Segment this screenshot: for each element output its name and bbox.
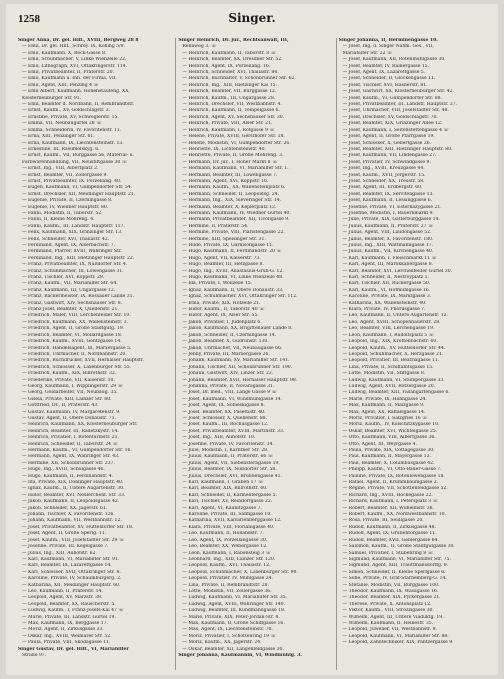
directory-entry: — Ernstine, Private, XV, Schweglerstr. 15. — [22, 114, 119, 120]
directory-entry: — Ida, Private, XIX, Döblinger Hauptstr. 40. — [22, 480, 124, 486]
directory-entry: — Robert, Beamter, XII, Wilhelmstr. 38. — [342, 505, 435, 511]
directory-entry: — Klara, Private, VIII, Florianigasse 40. — [182, 524, 275, 530]
directory-entry: — Oskar, Ing., XVIII, Weimarer Str. 52. — [22, 633, 112, 639]
directory-entry: — Julie, Private, XIX, Gatterburggasse 14. — [342, 217, 440, 223]
directory-entry: — Franz, Tischler, XVI, Koppstr. 29. — [22, 275, 105, 281]
directory-entry: — Leopold, Kaufm., XVI, Thaliastr. 12. — [182, 563, 271, 569]
directory-entry: — Hugo, Ing., XVIII, Schulgasse 46. — [22, 467, 105, 473]
directory-entry: — Josef, Kaufmann, I, Seitenstettengasse 4 ☏ — [342, 127, 450, 133]
directory-entry: — Oskar, Beamter, XVI, Wichtelgasse 25. — [342, 428, 438, 434]
directory-entry: — Fanni, II, Kleine Mohreng. 4. — [22, 217, 95, 223]
directory-entry: — Josefine, Modistin, I, Bauernmarkt 9. — [342, 210, 434, 216]
directory-entry: — Karl, Schneider, II, Karmelitergasse 5. — [182, 492, 277, 498]
directory-entry: — Hermine, XII, Schönbrunner Str. 237. — [22, 460, 115, 466]
directory-entry: — Hermann, Beamter, X, Keplerplatz 12. — [182, 204, 277, 210]
directory-entry: — Isidor, Kaufm., II, Taborstr. 40 ☏ — [182, 307, 265, 313]
page-title: Singer. — [228, 11, 276, 25]
directory-entry: — Friedrich, Kaufm., XVIII, Gentzgasse 14. — [22, 339, 122, 345]
directory-entry: — Julius, Ing., XIII, Wattmanngasse 17. — [342, 243, 434, 248]
directory-entry: — Hermann, Agent, XVI, Koppstr. 16. — [182, 178, 269, 184]
directory-entry: — Emil, Schuhmacher, V, Linke Wienzeile 22. — [22, 57, 127, 63]
directory-entry: — Philipp, Kaufm., VI, Otto-Bauer-Gasse 7. — [342, 467, 442, 473]
directory-entry: — Emma, Schneiderin, IV, Favoritenstr. 11. — [22, 127, 122, 133]
directory-entry: Farbwarenhandlung, VII, Neustiftgasse 30 ☏ — [22, 159, 128, 165]
directory-entry: — Emil, Dr. gel. Hilf., Schrey. IX, Kolling 5/9. — [22, 44, 125, 50]
directory-entry: — Hermann, Beamter, III, Löwengasse 7. — [182, 172, 278, 178]
directory-entry: — Julius, Agent, VIII, Laudongasse 52. — [342, 230, 432, 236]
directory-entry: — Ludwig, Agent, XVII, Rötzergasse 20. — [342, 383, 436, 389]
directory-entry: — Hermann, Kaufm., VI, Gumpendorfer Str. 16. — [22, 448, 132, 453]
directory-entry: — Josef, Kaufm., VI, Gumpendorfer Str. 88. — [342, 95, 442, 101]
directory-entry: — Ferdinand, Pfarrer, XVIII, Währinger Str. — [22, 249, 123, 255]
directory-entry: — Ludwig, Agent, XVIII, Währinger Str. 140. — [182, 601, 285, 607]
directory-entry: — Erna, Kaufmann, IX, Liechtensteinstr. 13. — [22, 140, 124, 146]
directory-entry: Rennweg 3. ☏ — [182, 44, 217, 50]
directory-entry: — Marie, Private, III, Landstr. Gürtel 19. — [22, 614, 116, 620]
directory-entry: — Heinrich, Buchhalter, V, Schönbrunner Str. 62. — [182, 76, 296, 82]
directory-entry-heading: Singer Johanna, II, Herminengasse 10. — [338, 38, 438, 43]
directory-entry: — Regine, Private, VII, Schottenfeldgasse 52. — [342, 486, 448, 492]
directory-entry: — Franz, Privatbeamter, IX, Nußdorfer Str. 4. — [22, 262, 128, 268]
directory-entry: — Heinrich, Drechsler, VII, Westbahnstr. 4. — [182, 102, 282, 108]
directory-entry: — Friedrich, Maler, VIII, Lerchenfelder Str. 10. — [22, 313, 131, 319]
directory-entry: — Ernst, Kaufm., XV, Goldschlagstr. 3. — [22, 108, 111, 114]
directory-entry: — Wilhelm, Agent, III, Untere Viaduktg. 19. — [342, 614, 444, 620]
directory-entry: — Hermine, II, Praterstr. 54. — [182, 223, 249, 229]
directory-entry: — Leonhard, Ing., XIII, Lainzer Str. 120. — [182, 556, 276, 562]
directory-entry: — Josef, Kaufmann, II, Lessinggasse 6. — [342, 198, 433, 204]
directory-entry: — Jakob, Uhrmacher, VII, Neubaugasse 66. — [182, 345, 283, 351]
directory-entry: — Katharina, XII, Meidlinger Hauptstr. 60. — [22, 582, 121, 588]
directory-entry: — Heinrich, Kaufmann, II, Tempelgasse 6. — [182, 108, 280, 114]
directory-entry: — Friedrich, Kaufmann, XX, Wallensteinstr. 3. — [22, 319, 129, 325]
directory-entry: — Josef, Ing., XIII, Auhofstr. 10. — [182, 435, 256, 441]
directory-entry: — Heinrich, Kaufmann, I, Rotgasse 9 ☏ — [182, 127, 275, 133]
entry-columns — [18, 38, 492, 670]
directory-entry: — Paula, Private, XIX, Cottagegasse 30. — [342, 448, 435, 453]
directory-entry: — Rosa, Private, III, Seidlgasse 20. — [342, 518, 424, 524]
directory-entry: — Hermine, Private, VIII, Piaristengasse 22. — [182, 230, 285, 236]
directory-entry: — Heinrich, Kaufmann, XX, Klosterneuburger Str. — [22, 422, 138, 428]
directory-entry: — Franz, Gastwirt, XIV, Sechshauser Str. 8. — [22, 300, 123, 306]
directory-entry: — Karl, Beamter, IX, Lazarettgasse 14. — [22, 563, 112, 569]
directory-entry: — Lina, Private, II, Schiffamtsgasse 15. — [342, 364, 434, 370]
directory-entry: — Max, Kaufmann, IX, Berggasse 17. — [22, 620, 108, 626]
directory-entry: — Karoline, Private, IV, Schaumburgerg. 2. — [22, 576, 122, 582]
directory-entry: — Sigmund, Kaufmann, VI, Mariahilfer Str. 75. — [342, 556, 451, 562]
directory-entry: — Ludwig, Kaufm., I, Franz-Josefs-Kai 47 ☏ — [22, 608, 125, 614]
directory-entry: — Jakob, Kaufmann, XX, Brigittenauer Lände 8. — [182, 326, 293, 332]
directory-entry: — Johann, Kaufmann, VII, Westbahnstr. 12. — [22, 518, 122, 524]
directory-entry: — Julius, Beamter, IX, Nußdorfer Str. 58. — [182, 467, 277, 473]
directory-entry: — Theodor, Beamter, XIX, Pyrkergasse 21. — [342, 595, 441, 601]
directory-entry: — Heinrich, Beamter, XX, Dresdner Str. 52. — [182, 57, 283, 63]
directory-entry: — Josef, Uhrmacher, VIII, Josefstädter Str. 48. — [342, 108, 449, 114]
directory-entry: Klosterneuburger Str. 91. — [22, 95, 82, 101]
directory-entry: — Emil, Agent, XIII, Penzing 4 ☏ — [22, 82, 100, 88]
directory-entry: — Julius, Kaufm., VII, Kirchengasse 40. — [342, 249, 434, 255]
directory-entry: — Friedrich, Uhrmacher, II, Nordbahnstr. 20. — [22, 351, 127, 357]
directory-entry: — Helene, Private, XVIII, Gersthofer Str. 18. — [182, 134, 285, 140]
directory-entry: — Felix, Schneider, XVI, Thaliastr. 42. — [22, 236, 110, 242]
directory-entry: — Karl, Kaufmann, VI, Mariahilfer Str. 91. — [22, 556, 120, 562]
directory-entry: — Leopold, Beamter, XX, Rauscherstr. 5. — [22, 601, 116, 607]
directory-entry: — Eugen, Kaufmann, VI, Gumpendorfer Str. 54. — [22, 185, 133, 191]
directory-entry: — Leon, Kaufmann, I, Rudolfsplatz 5 ☏ — [342, 332, 435, 338]
directory-entry: — Julius, Ing., XIII, Auhofstr. 62. — [22, 550, 97, 556]
directory-entry: — Salomon, Kaufm., II, Große Stadtgutgasse 30. — [342, 544, 455, 550]
directory-entry: — Josef, Kaufmann, XII, Rotenmühlgasse 30. — [342, 57, 446, 63]
directory-entry: — Georg, Kaufmann, I, Wipplingerstr. 29 ☏ — [22, 383, 124, 389]
directory-entry: — Emil, Kaufmann, X, Beck-Gasse 8. — [22, 50, 107, 56]
directory-entry: — Josef, Drechsler, XV, Goldschlagstr. 70. — [342, 114, 438, 120]
directory-entry: — Moriz, Agent, II, Zirkusgasse 33. — [22, 627, 104, 633]
directory-entry: — Josef, Privatbeamter, XV, Hütteldorfer Str. 18. — [22, 524, 134, 530]
directory-entry: — Hugo, Kaufmann, II, Ferdinandstr. 20 ☏ — [182, 249, 282, 255]
directory-entry: — Franz Josef, Beamter, X, Quellenstr. 21. — [22, 307, 119, 313]
directory-entry: — Josef, Beamter, IX, Servitengasse 13. — [342, 191, 434, 197]
directory-entry: — Johann, Tischler, XII, Schönbrunner Str. 190. — [182, 364, 293, 370]
directory-entry: — Hugo, Beamter, III, Hetzgasse 8. — [182, 262, 264, 268]
directory-entry: — Gisela, Private, XIII, Lainzer Str. 60. — [22, 396, 112, 402]
directory-entry: — Rudolf, Kaufmann, II, Zirkusgasse 48. — [342, 524, 436, 530]
directory-entry: — Helene, Modistin, VI, Gumpendorfer Str. 26. — [182, 140, 291, 146]
directory-entry: — Therese, Private, X, Antonsplatz 12. — [342, 601, 432, 607]
directory-entry: — Josef, Beamter, IV, Rainergasse 15. — [342, 63, 430, 69]
directory-entry: — Heinrich, Private, VIII, Alser Str. 21. — [182, 121, 273, 127]
directory-entry: — Klara, Private, IV, Phorusgasse 7. — [342, 307, 426, 313]
directory-entry: — Karl, Kaufmann, I, Graben 17 ☏ — [182, 480, 264, 486]
directory-entry-heading: Singer Johanna, Kaufmännin, VI, Windmühlg. 3. — [178, 653, 302, 658]
directory-entry: — Stefanie, Modistin, VII, Burggasse 100. — [342, 582, 440, 588]
directory-entry: — Heinrich, Schneider, II, Taborstr. 24 ☏ — [22, 441, 119, 447]
directory-entry: — Leo, Kaufmann, II, Hollandstr. 7. — [182, 531, 264, 537]
directory-entry: — Leopold, Kaufmann, VI, Mariahilfer Str. 88. — [342, 633, 449, 639]
directory-entry: — Viktor, Kaufm., VIII, Strozzigasse 30. — [342, 608, 434, 614]
directory-entry: — Josef, Agent, IX, Lazarettgasse 5. — [342, 70, 426, 76]
directory-entry: — Josef, Kaufmann, VI, Windmühlgasse 14. — [182, 396, 282, 402]
directory-entry: — Josef, Agent, II, Große Pfarrgasse 19. — [342, 134, 435, 140]
directory-entry: — Ernst, Ing., VIII, Albertplatz 2. — [22, 166, 99, 172]
page-header — [6, 4, 498, 32]
directory-entry: — Leo, Beamter, VIII, Lerchengasse 19. — [342, 326, 435, 332]
directory-entry: — Leo, Beamter, XX, Webergasse 12. — [182, 544, 268, 550]
directory-entry: — Josef, Kaufm., VIII, Josefstädter Str. 29 ☏ — [22, 537, 125, 543]
directory-entry: — Emil Albert, Kaufmann, Hohenstaufeng. XX, — [22, 89, 130, 95]
directory-entry: — Josef, Privatbeamter, XVIII, Martinstr. 33. — [182, 428, 285, 434]
directory-entry: — Erna, XIII, Penzinger Str. 61. — [22, 134, 95, 140]
directory-entry: — Josef, Beamter, XIII, Hietzinger Hauptstr. 80. — [342, 146, 453, 152]
directory-entry: — Karl, Beamter, XIX, Billrothstr. 60. — [182, 486, 268, 492]
directory-entry: — Gustav, Agent, II, Obere Donaustr. 71. — [22, 415, 116, 421]
directory-entry: — Julius, Beamter, X, Favoritenstr. 180. — [342, 236, 434, 242]
directory-entry: — Leo, Kaufmann, II, Praterstr. 14. — [22, 588, 103, 594]
directory-entry: — Ernst, Kaufm., VII, Burggasse 56, Material- u. — [22, 153, 135, 159]
directory-entry: — Lina, Private, II, Rembrandtstr. 28. — [182, 582, 270, 588]
directory-entry: — Karl, Kaufm., VI, Hofmühlgasse 16. — [342, 287, 431, 293]
directory-entry: — Fanni, Modistin, II, Taborstr. 52. — [22, 210, 103, 216]
directory-entry: — Johann, Kaufmann, XV, Mariahilfer Str. 141. — [182, 358, 290, 364]
directory-entry: — Franz, Schuhmacher, III, Löwengasse 31. — [22, 268, 124, 274]
directory-entry: — Katharina, XVII, Kalvarienberggasse 12. — [182, 518, 282, 524]
directory-entry: — Josef, Kaufm., XVII, Jörgerstr. 15. — [342, 172, 426, 178]
directory-entry: — Hugo, Agent, VII, Kaiserstr. 73. — [182, 255, 261, 261]
directory-entry: — Isidor, Agent, IX, Alser Str. 55. — [182, 313, 259, 319]
directory-entry: — Ernst, Drechsler, XII, Meidlinger Hauptstr. 21. — [22, 191, 136, 197]
directory-entry: — Josef, Kaufmann, VII, Lindengasse 27. — [342, 153, 437, 159]
directory-entry: — Max, Kaufmann, II, Große Schiffgasse 16. — [182, 620, 285, 626]
directory-entry: — Johanna, Private, II, Novaragasse 31. — [182, 383, 275, 389]
directory-entry: — Josefine, Private, IV, Favoritenstr. 34. — [182, 441, 274, 447]
directory-entry: — Josef, Agent, IX, Sobieskigasse 8. — [182, 403, 265, 409]
directory-entry: — Paul, Kaufmann, II, Mayergasse 13. — [342, 454, 431, 460]
directory-entry: — Jakob, Schneider, XX, Jägerstr. 61. — [22, 505, 108, 511]
directory-entry: — Sofie, Private, IV, Graf-Starhemberg-G. 14. — [342, 576, 447, 582]
directory-entry: — Josef, Privatbeamter, III, Landstr. Hauptstr. 37. — [342, 102, 458, 108]
directory-entry: — Paul, Beamter, X, Columbusgasse 42. — [342, 460, 435, 466]
column-2 — [175, 38, 331, 670]
directory-entry: — Karl, Schlosser, XVII, Ottakringer Str. 8. — [22, 569, 121, 575]
directory-entry: — Ernst, Beamter, VII, Zollergasse 9. — [22, 172, 108, 178]
directory-entry: — Hermann, Kaufmann, IV, Wiedner Gürtel 40. — [182, 210, 291, 216]
directory-entry: — Josef, Schlosser, X, Gellertgasse 26. — [342, 140, 432, 146]
directory-entry: — Hermine, XIII, Speisinger Str. 31. — [182, 236, 266, 242]
directory-entry: — Josef, Tischler, XVI, Hasnerstr. 81. — [342, 82, 428, 88]
directory-entry: — Hermann, Ing., XIX, Sieveringer Str. 14. — [182, 198, 282, 204]
directory-entry: — Karoline, Private, IX, Marktgasse 3. — [342, 294, 432, 300]
directory-entry: — Ernst, Privatbeamter, IX, Porzellang. 40. — [22, 178, 122, 184]
directory-entry: — Josef, Agent, III, Erdbergstr. 60. — [342, 185, 423, 191]
directory-entry: — Hugo, Kaufmann, VI, Linke Wienzeile 48. — [182, 275, 284, 281]
directory-entry: — Lotte, Modistin, VII, Stiftgasse 8. — [342, 371, 426, 377]
directory-page — [6, 4, 498, 675]
directory-entry: — Josef, Ing. d. Singer Nähm. Ges., VII, — [342, 44, 434, 50]
directory-entry: — Eugenie, Private, II, Czerningasse 8. — [22, 198, 113, 204]
directory-entry: — Friedrich, Kaufm., XIX, Billrothstr. 32. — [22, 371, 117, 377]
directory-entry: — Eugenie, IV, Wiedner Hauptstr. 80. — [22, 204, 109, 210]
directory-entry: — Hermann, Agent, IX, Währinger Str. 43. — [22, 454, 120, 460]
directory-entry-heading: Singer Gustav, Dr. gel. Hilf., VI, Mariahilfer — [18, 646, 129, 652]
directory-entry: — Ignaz, Schuhmacher, XVI, Ottakringer Str. 112. — [182, 294, 298, 300]
directory-entry: — Theodor, Kaufmann, IX, Wasagasse 16. — [342, 588, 439, 594]
directory-entry: — Fanni, Kaufm., III, Landstr. Hauptstr. 117. — [22, 223, 125, 229]
column-1 — [18, 38, 171, 670]
directory-entry: — Hermann, Kaufm., XX, Wallensteinplatz 6. — [182, 185, 286, 191]
directory-entry: — Leopold, Kaufm., XV, Hütteldorfer Str. 44. — [342, 345, 446, 351]
directory-entry: — Ludwig, Kaufmann, VI, Mariahilfer Str. 35. — [182, 595, 288, 601]
directory-entry: — Leopold, Privatier, IV, Mühlgasse 24. — [182, 576, 273, 582]
directory-entry: — Karl, Beamter, XVI, Lerchenfelder Gürtel 30. — [342, 268, 453, 274]
directory-entry: — Max, Kaufmann, II, Malzgasse 9. — [342, 403, 425, 409]
directory-entry: — Friedrich, Beamter, VI, Mollardgasse 18. — [22, 332, 123, 338]
directory-entry: — Josef, Dr. med., VIII, Lange Gasse 9 ☏ — [182, 390, 278, 396]
directory-entry: — Heinrich, Privatier, I, Rotenturmstr. 21. — [22, 435, 120, 441]
directory-entry: Straße 97. — [22, 653, 47, 658]
directory-entry: — Jenny, Private, III, Marxergasse 26. — [182, 351, 270, 357]
directory-entry: — Henriette, IX, Lichtensteinstr. 40. — [182, 146, 266, 152]
directory-entry: — Moriz, Kaufm., IV, Kolschitzkygasse 10. — [342, 422, 440, 428]
directory-entry: — Karl, Schneider, II, Nestroyplatz 1. — [342, 275, 429, 281]
directory-entry: — Leopold, Juwelier, VII, Westbahnstr. 9. — [342, 627, 437, 633]
directory-entry: — Pauline, Private, IX, Rotenlöwengasse 18. — [342, 473, 445, 479]
directory-entry: — Julie, Modistin, I, Kärntner Str. 28. — [182, 448, 269, 453]
directory-entry: — Sigmund, Agent, XIII, Trauttmansdorffg. 9. — [342, 563, 449, 569]
page-number: 1258 — [18, 13, 40, 25]
directory-entry: — Hermann, Schneider, II, Leopoldsg. 24. — [182, 191, 280, 197]
directory-entry: — Heinrich, Agent, XV, Sechshauser Str. 30. — [182, 114, 285, 120]
directory-entry: — Marie, Private, XIX, Peter-Jordan-Str. 8. — [182, 614, 280, 620]
directory-entry: — Ferdinand, Agent, IX, Alserbachstr. 7. — [22, 243, 116, 248]
directory-entry: — Karl, Kaufmann, I, Fleischmarkt 11 ☏ — [342, 255, 438, 261]
directory-entry: — Hermann, Dr. jur., I, Hoher Markt 8 ☏ — [182, 159, 278, 165]
directory-entry: — Henriette, Private, II, Große Mohreng. 3. — [182, 153, 284, 159]
directory-entry: — Julius, Agent, VII, Siebensterngasse 19. — [182, 460, 280, 466]
column-3 — [336, 38, 492, 670]
directory-entry: — Josef, Beamter, XIX, Grinzinger Allee 12. — [342, 121, 443, 127]
directory-entry: — Isidor, Beamter, XVI, Neulerchenf. Str. 33. — [22, 492, 126, 498]
directory-entry: — Johann, Beamter, XVII, Hernalser Hauptstr. 98. — [182, 377, 298, 383]
directory-entry: — Ignaz, Kaufmann, II, Obere Donaustr. 33. — [182, 287, 284, 293]
directory-entry: — Gustav, Kaufmann, IV, Margaretenstr. 9. — [22, 409, 121, 415]
directory-entry: — Ludwig, Kaufmann, VI, Stumpergasse 33. — [342, 377, 445, 383]
directory-entry: — Hilde, Private, IX, Garnisongasse 11. — [182, 243, 274, 248]
directory-entry: — Leo, Agent, IX, Porzellangasse 30. — [182, 537, 268, 543]
directory-entry: — Otto, Agent, III, Weyrgasse 4. — [342, 441, 417, 447]
directory-entry: — Oskar, Beamter, XII, Längenfeldgasse 30. — [182, 646, 284, 652]
directory-entry: — Lotte, Modistin, VII, Zollergasse 36. — [182, 588, 272, 594]
directory-entry: — Friedrich, Schlosser, X, Laxenburger Str. 55. — [22, 364, 132, 370]
directory-entry: — Ignaz, Kaufm., II, Untere Augartenstr. 30. — [22, 486, 125, 492]
directory-entry: — Max, Agent, XX, Raffaelgasse 14. — [342, 409, 426, 415]
directory-entry: — Emil, Kaufmann u. Inh. der Firma, VII. — [22, 76, 118, 82]
directory-entry: — Ludwig, Beamter, XIII, Fasangartengasse 6. — [342, 390, 450, 396]
directory-entry: — Richard, Ing., XVIII, Hockegasse 22. — [342, 492, 433, 498]
directory-entry: — Felix, Kaufmann, XIX, Grinzinger Str. 13. — [22, 230, 123, 236]
directory-entry: — Heinrich, Kaufm., III, Ungargasse 28. — [182, 95, 276, 101]
directory-entry: — Emil, Privatbeamter, II, Praterstr. 20. — [22, 70, 114, 76]
directory-entry: Mariahilfer Str. 22 ☏ — [342, 50, 393, 56]
directory-entry: — Moriz, Kaufm., XX, Jägerstr. 24. — [182, 640, 262, 646]
directory-entry: — Heinrich, Kaufmann, II, Taborstr. 8 ☏ — [182, 50, 277, 56]
directory-entry: — Karl, Tischler, XII, Ruckergasse 50. — [342, 281, 431, 287]
directory-entry: — Jakob, Privatier, I, Judenplatz 6. — [182, 319, 262, 325]
directory-entry: — Friedrich, Handelsagent, III, Marxergasse 5. — [22, 345, 132, 351]
directory-entry: — Franz, Bäckermeister, IX, Rossauer Lände 31. — [22, 294, 134, 300]
directory-entry: — Irma, Private, XIX, Hofzeile 21. — [182, 300, 261, 306]
directory-entry: — Emil, Lithograph, XVI, Ottakringerstr. 114. — [22, 63, 128, 69]
directory-entry: — Leopold, Schuhmacher, X, Laxenburger Str. 90. — [182, 569, 298, 575]
directory-entry: — Josef, Privatier, IV, Schwindgasse 9. — [342, 159, 431, 165]
directory-entry: — Ferdinand, Ing., XIII, Hietzinger Hauptstr. 22. — [22, 255, 135, 261]
directory-entry: — Josef, Schneider, XX, Treustr. 58. — [342, 178, 425, 184]
directory-entry: — Emma, VII, Neubaugürtel 28 ☏ — [22, 121, 102, 127]
directory-entry: — Jakob, Schneider, II, Czerningasse 14. — [182, 332, 277, 338]
directory-entry: — Josef, Kaufm., III, Rochusgasse 12. — [182, 422, 269, 428]
directory-entry: — Moriz, Privatier, I, Salzgries 16 ☏ — [342, 415, 428, 421]
directory-entry: — Leopold, Agent, XV, Märzstr. 38. — [22, 595, 103, 601]
directory-entry: — Rudolf, Beamter, XVII, Geblergasse 64. — [342, 537, 439, 543]
directory-entry: — Gottfried, Dr., II, Praterstr. 43. — [22, 403, 99, 409]
directory-entry: — Franz, Kaufmann, III, Ungargasse 12. — [22, 287, 116, 293]
directory-entry: — Josef, Schneider, II, Glockengasse 11. — [342, 76, 436, 82]
directory-entry: — Leo, Agent, XVIII, Schopenhauerstr. 28. — [342, 319, 441, 325]
directory-entry-heading: Singer Anna, Dr. gel. Hilf., XVIII, Bergweg 28 8 — [18, 38, 139, 43]
directory-entry: — Moriz, Privatier, I, Schottenring 19 ☏ — [182, 633, 277, 639]
directory-entry: — Leopold, Privatier, III, Beatrixgasse 11. — [342, 358, 440, 364]
directory-entry: — Karoline, Private, III, Salmgasse 10. — [182, 512, 272, 518]
directory-entry: — Karl, Agent, III, Marokkanergasse 8. — [342, 262, 434, 268]
directory-entry: — Ernestine, III, Rasumofskyg. 6. — [22, 146, 100, 152]
directory-entry: — Rafael, Agent, II, Krummbaumgasse 2. — [342, 480, 439, 486]
directory-entry: — Marie, Private, IX, Hahngasse 24. — [342, 396, 427, 402]
directory-entry: — Julius, Drechsler, XVI, Brunnengasse 41. — [182, 473, 282, 479]
directory-entry: — Leopold, Ing., XIX, Krottenbachstr. 60. — [342, 339, 438, 345]
directory-entry: — Otto, Kaufmann, VIII, Albertgasse 36. — [342, 435, 436, 441]
directory-entry: — Franz, Kaufm., VII, Mariahilfer Str. 64. — [22, 281, 118, 287]
directory-entry: — Josef, Ing., XVIII, Kreuzgasse 44. — [342, 166, 425, 172]
directory-entry: — Heinrich, Ing., XIII, Hietzinger Kai 15. — [182, 82, 278, 88]
directory-entry-heading: Singer Heinrich, Dr. jur., Rechtsanwalt, III, — [178, 38, 289, 43]
directory-entry: — Robert, Kaufm., XX, Nordwestbahnstr. 10. — [342, 512, 447, 518]
directory-entry: — Karl, Agent, VI, Kaunitzgasse 7. — [182, 505, 262, 511]
directory-entry: — Samuel, Privatier, I, Stubenring 8 ☏ — [342, 550, 434, 556]
directory-entry: — Leon, Kaufmann, I, Rabensteig 3 ☏ — [182, 550, 272, 556]
directory-entry: — Friedrich, Agent, II, Große Stadtgutg. 19. — [22, 326, 125, 332]
directory-entry: — Heinrich, Beamter, III, Radetzkystr. 14. — [22, 428, 119, 434]
directory-entry: — Josef, Schlosser, X, Quellenstr. 88. — [182, 415, 267, 421]
directory-entry: — Josef, Beamter, XX, Pasettistr. 40. — [182, 409, 266, 415]
directory-entry: — Hugo, Ing., XVIII, Anastasius-Grün-G. 12. — [182, 268, 284, 274]
directory-entry: — Ida, Private, I, Wollzeile 15. — [182, 281, 253, 287]
directory-entry: — Rudolf, Agent, IX, Grünentorgasse 11. — [342, 531, 437, 537]
directory-entry: — Wilhelm, Kaufmann, II, Heinestr. 35. — [342, 620, 434, 626]
directory-entry: — Richard, Kaufmann, I, Petersplatz 3 ☏ — [342, 499, 439, 505]
directory-entry: — Katharina, XX, Wallensteinstr. 40. — [342, 300, 427, 306]
directory-entry: — Julius, Kaufmann, II, Praterstr. 66 ☏ — [182, 454, 274, 460]
directory-entry: — Josef, Agent, II, Große Sperlg. 11. — [22, 531, 107, 537]
directory-entry: — Leopold, Schuhmacher, X, Herzgasse 21. — [342, 351, 444, 357]
directory-entry: — Jakob, Kaufmann, II, Leopoldsgasse 42. — [22, 499, 120, 505]
directory-entry: — Emil, Beamter d. Nordbahn, II, Rembrandtstr. — [22, 102, 135, 108]
directory-entry: — Hermann, Privatbeamter, XII, Tivoligasse 9. — [182, 217, 290, 223]
directory-entry: — Georg, Goldarbeiter, VII, Neubaug. 35. — [22, 390, 118, 396]
directory-entry: — Heinrich, Agent, IX, Porzellang. 16. — [182, 63, 271, 69]
directory-entry: — Julius, Kaufmann, II, Praterstr. 27 ☏ — [342, 223, 434, 229]
directory-entry: — Johann, Gastwirt, XIV, Linzer Str. 22. — [182, 371, 274, 377]
directory-entry: — Heinrich, Schneider, XVI, Thaliastr. 84. — [182, 70, 279, 76]
directory-entry: — Josefine, Private, VI, Esterhazygasse 21. — [342, 204, 442, 210]
directory-entry: — Leopold, Zahntechniker, XIX, Pantzergasse 9. — [342, 640, 454, 646]
directory-entry: — Jakob, Beamter, X, Gudrunstr. 130. — [182, 339, 269, 345]
directory-entry: — Josef, Gastwirt, XX, Klosterneuburger Str. 42. — [342, 89, 454, 95]
directory-entry: — Hermann, Kaufmann, VI, Mariahilfer Str. 1. — [182, 166, 289, 172]
directory-entry: — Josefine, Private, III, Kegelgasse 7. — [22, 544, 109, 550]
directory-entry: — Ludwig, Beamter, III, Kundmanngasse 18. — [182, 608, 286, 614]
directory-entry: — Friederike, Private, VII, Kaiserstr. 10. — [22, 377, 115, 383]
directory-entry: — Max, Agent, IX, Liechtensteinstr. 70. — [182, 627, 273, 633]
directory-entry: — Friedrich, Buchdrucker, XVII, Hernalser Hauptstr. — [22, 358, 144, 364]
directory-entry: — Johann, Tischler, X, Favoritenstr. 126. — [22, 512, 115, 518]
directory-entry: — Paula, Private, VIII, Skodagasse 11. — [22, 640, 111, 646]
directory-entry: — Karl, Tischler, XV, Reindorfgasse 22. — [182, 499, 273, 505]
directory-entry: — Hugo, Kaufmann, II, Ferdinandstr. 4. — [22, 473, 114, 479]
directory-entry: — Simon, Schneider, II, Kleine Sperlgasse 6. — [342, 569, 446, 575]
directory-entry: — Leo, Kaufmann, II, Untere Augartenstr. 12. — [342, 313, 448, 319]
directory-entry: — Heinrich, Beamter, VII, Burggasse 12. — [182, 89, 277, 95]
